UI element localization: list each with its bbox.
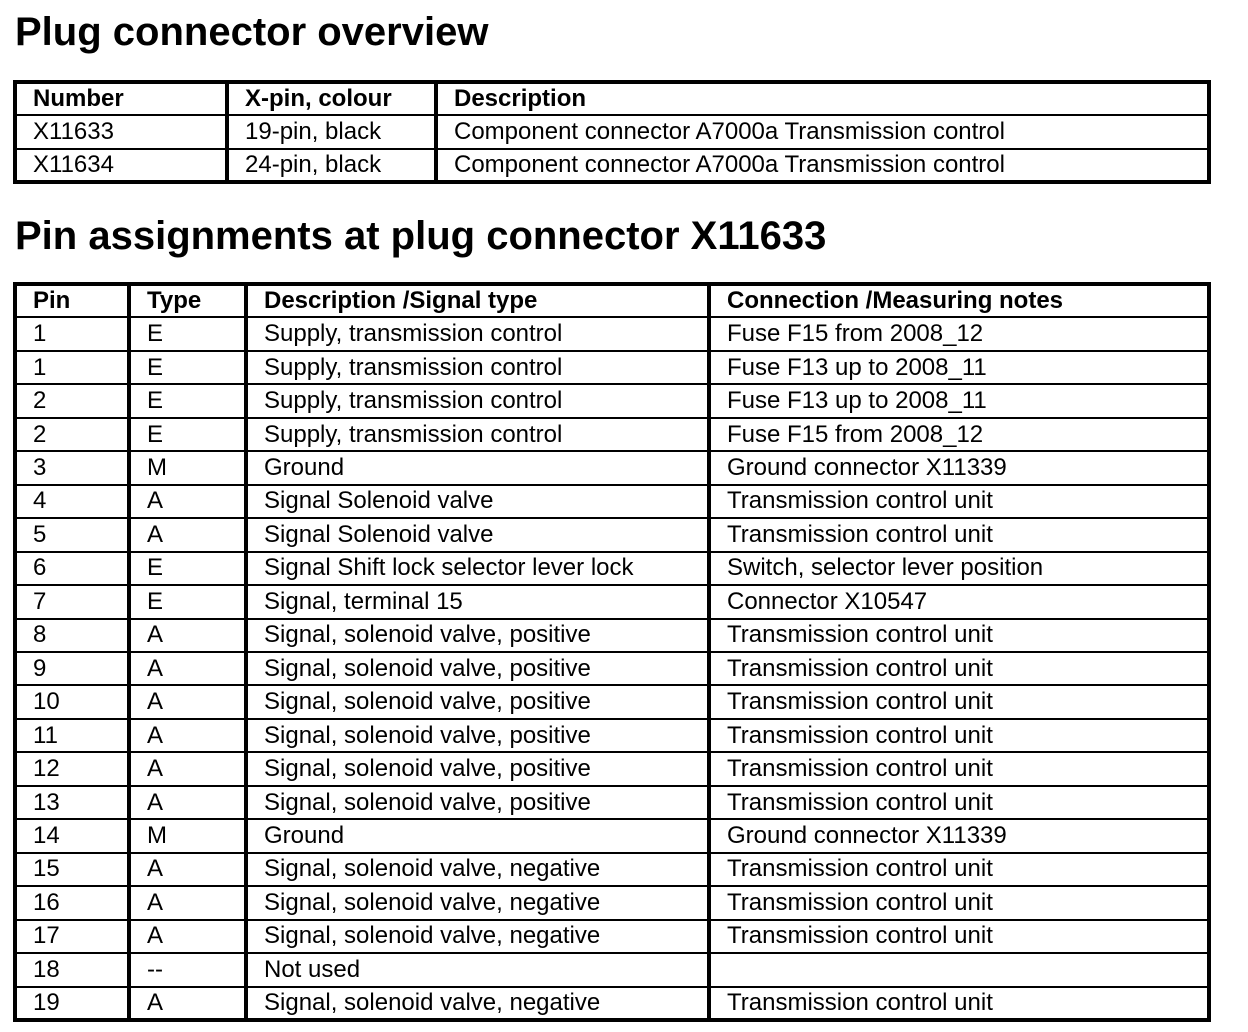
table-row <box>15 317 1209 350</box>
pin-cell: 4 <box>15 485 129 518</box>
table-row <box>15 786 1209 819</box>
type-cell: M <box>129 819 246 852</box>
signal-description-cell: Signal, solenoid valve, negative <box>246 987 709 1021</box>
type-cell: E <box>129 317 246 350</box>
type-cell: A <box>129 786 246 819</box>
pin-cell: 19 <box>15 987 129 1021</box>
pin-cell: 12 <box>15 752 129 785</box>
signal-description-cell: Not used <box>246 953 709 986</box>
pin-cell: 18 <box>15 953 129 986</box>
connection-notes-cell: Ground connector X11339 <box>709 819 1209 852</box>
header-connection-notes: Connection /Measuring notes <box>709 284 1209 317</box>
type-cell: A <box>129 619 246 652</box>
table-row <box>15 819 1209 852</box>
number-cell: X11633 <box>15 115 227 149</box>
signal-description-cell: Signal Solenoid valve <box>246 518 709 551</box>
connection-notes-cell: Ground connector X11339 <box>709 451 1209 484</box>
pin-cell: 16 <box>15 886 129 919</box>
signal-description-cell: Supply, transmission control <box>246 351 709 384</box>
pin-cell: 9 <box>15 652 129 685</box>
table-row <box>15 351 1209 384</box>
connection-notes-cell: Fuse F13 up to 2008_11 <box>709 384 1209 417</box>
connection-notes-cell: Fuse F15 from 2008_12 <box>709 317 1209 350</box>
table-row <box>15 418 1209 451</box>
table-row <box>15 886 1209 919</box>
signal-description-cell: Signal, solenoid valve, positive <box>246 786 709 819</box>
connection-notes-cell: Fuse F13 up to 2008_11 <box>709 351 1209 384</box>
overview-title: Plug connector overview <box>15 10 489 54</box>
signal-description-cell: Signal, solenoid valve, positive <box>246 685 709 718</box>
connection-notes-cell: Transmission control unit <box>709 485 1209 518</box>
connection-notes-cell: Transmission control unit <box>709 719 1209 752</box>
type-cell: A <box>129 652 246 685</box>
pin-cell: 7 <box>15 585 129 618</box>
table-row <box>15 115 1209 149</box>
connection-notes-cell: Transmission control unit <box>709 987 1209 1021</box>
table-row <box>15 853 1209 886</box>
table-row <box>15 149 1209 183</box>
connection-notes-cell: Transmission control unit <box>709 786 1209 819</box>
type-cell: A <box>129 518 246 551</box>
signal-description-cell: Signal, solenoid valve, positive <box>246 619 709 652</box>
table-row <box>15 485 1209 518</box>
connection-notes-cell: Transmission control unit <box>709 619 1209 652</box>
signal-description-cell: Supply, transmission control <box>246 317 709 350</box>
signal-description-cell: Signal Shift lock selector lever lock <box>246 552 709 585</box>
connection-notes-cell: Transmission control unit <box>709 920 1209 953</box>
table-row <box>15 920 1209 953</box>
connection-notes-cell: Fuse F15 from 2008_12 <box>709 418 1209 451</box>
x-pin-colour-cell: 19-pin, black <box>227 115 436 149</box>
signal-description-cell: Signal Solenoid valve <box>246 485 709 518</box>
connection-notes-cell: Connector X10547 <box>709 585 1209 618</box>
signal-description-cell: Signal, solenoid valve, negative <box>246 920 709 953</box>
pins-table-body <box>15 317 1209 1020</box>
pin-cell: 2 <box>15 384 129 417</box>
pin-assignments-title: Pin assignments at plug connector X11633 <box>15 214 827 258</box>
pin-cell: 14 <box>15 819 129 852</box>
connection-notes-cell: Transmission control unit <box>709 752 1209 785</box>
pin-cell: 15 <box>15 853 129 886</box>
connection-notes-cell: Transmission control unit <box>709 685 1209 718</box>
header-pin: Pin <box>15 284 129 317</box>
table-row <box>15 384 1209 417</box>
header-signal-description: Description /Signal type <box>246 284 709 317</box>
pin-cell: 2 <box>15 418 129 451</box>
type-cell: A <box>129 987 246 1021</box>
pin-cell: 1 <box>15 351 129 384</box>
pin-cell: 3 <box>15 451 129 484</box>
type-cell: A <box>129 920 246 953</box>
table-row <box>15 987 1209 1021</box>
type-cell: E <box>129 552 246 585</box>
connection-notes-cell: Switch, selector lever position <box>709 552 1209 585</box>
type-cell: A <box>129 886 246 919</box>
type-cell: E <box>129 585 246 618</box>
table-row <box>15 585 1209 618</box>
type-cell: M <box>129 451 246 484</box>
signal-description-cell: Signal, terminal 15 <box>246 585 709 618</box>
description-cell: Component connector A7000a Transmission control <box>436 115 1209 149</box>
signal-description-cell: Ground <box>246 451 709 484</box>
signal-description-cell: Supply, transmission control <box>246 418 709 451</box>
type-cell: A <box>129 752 246 785</box>
pin-cell: 11 <box>15 719 129 752</box>
connection-notes-cell: Transmission control unit <box>709 518 1209 551</box>
type-cell: -- <box>129 953 246 986</box>
table-row <box>15 451 1209 484</box>
type-cell: E <box>129 351 246 384</box>
connection-notes-cell: Transmission control unit <box>709 886 1209 919</box>
signal-description-cell: Signal, solenoid valve, negative <box>246 886 709 919</box>
overview-table-body <box>15 115 1209 182</box>
pin-cell: 6 <box>15 552 129 585</box>
type-cell: A <box>129 685 246 718</box>
type-cell: A <box>129 719 246 752</box>
connection-notes-cell: Transmission control unit <box>709 652 1209 685</box>
connection-notes-cell: Transmission control unit <box>709 853 1209 886</box>
type-cell: A <box>129 485 246 518</box>
table-header-row <box>15 82 1209 115</box>
header-type: Type <box>129 284 246 317</box>
signal-description-cell: Supply, transmission control <box>246 384 709 417</box>
header-number: Number <box>15 82 227 115</box>
pin-cell: 10 <box>15 685 129 718</box>
signal-description-cell: Ground <box>246 819 709 852</box>
type-cell: E <box>129 418 246 451</box>
type-cell: E <box>129 384 246 417</box>
pin-cell: 13 <box>15 786 129 819</box>
x-pin-colour-cell: 24-pin, black <box>227 149 436 183</box>
pin-assignments-table <box>13 282 1211 1022</box>
table-row <box>15 685 1209 718</box>
header-description: Description <box>436 82 1209 115</box>
signal-description-cell: Signal, solenoid valve, positive <box>246 752 709 785</box>
pin-cell: 5 <box>15 518 129 551</box>
type-cell: A <box>129 853 246 886</box>
table-row <box>15 619 1209 652</box>
signal-description-cell: Signal, solenoid valve, positive <box>246 652 709 685</box>
connection-notes-cell <box>709 953 1209 986</box>
number-cell: X11634 <box>15 149 227 183</box>
table-row <box>15 552 1209 585</box>
table-row <box>15 719 1209 752</box>
header-x-pin-colour: X-pin, colour <box>227 82 436 115</box>
description-cell: Component connector A7000a Transmission control <box>436 149 1209 183</box>
signal-description-cell: Signal, solenoid valve, positive <box>246 719 709 752</box>
connector-overview-table <box>13 80 1211 184</box>
table-row <box>15 518 1209 551</box>
table-row <box>15 652 1209 685</box>
table-row <box>15 953 1209 986</box>
pin-cell: 17 <box>15 920 129 953</box>
table-header-row <box>15 284 1209 317</box>
pin-cell: 8 <box>15 619 129 652</box>
table-row <box>15 752 1209 785</box>
signal-description-cell: Signal, solenoid valve, negative <box>246 853 709 886</box>
pin-cell: 1 <box>15 317 129 350</box>
